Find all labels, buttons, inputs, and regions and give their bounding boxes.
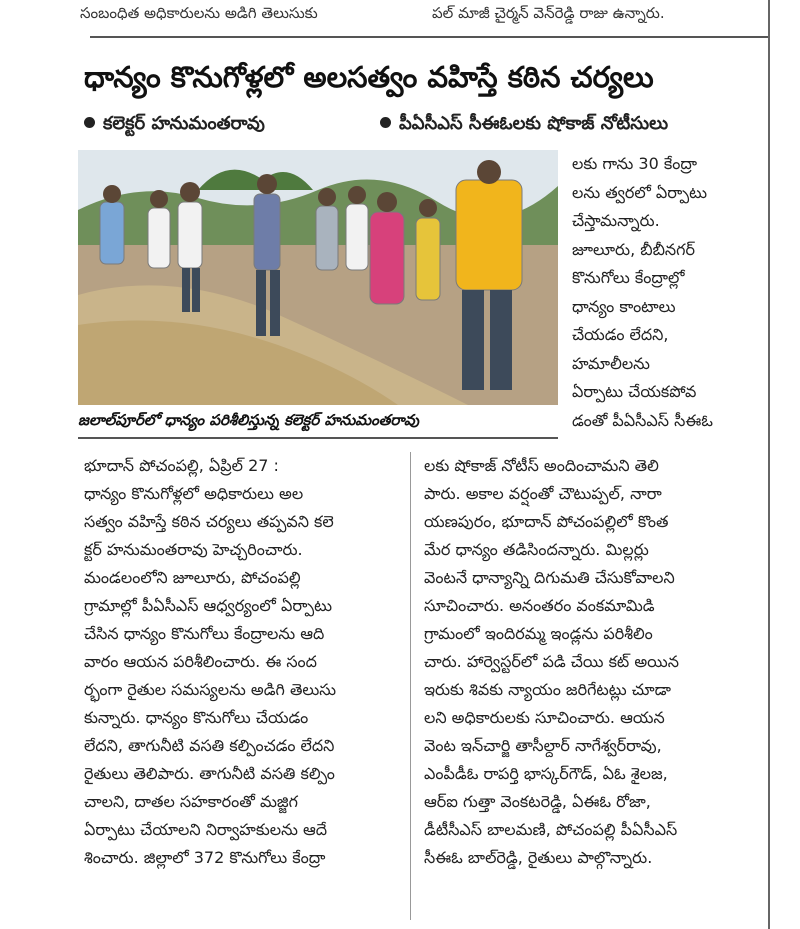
text-line: లను త్వరలో ఏర్పాటు (572, 182, 708, 202)
body-column-right (424, 452, 762, 872)
text-line: మండలంలోని జూలూరు, పోచంపల్లి (84, 568, 301, 587)
photo-caption: జలాల్‌పూర్‌లో ధాన్యం పరిశీలిస్తున్న కలెక్టర్ హనుమంతరావు (78, 411, 419, 429)
text-line: వెంట ఇన్‌చార్జి తాసీల్దార్ నాగేశ్వర్‌రావు, (424, 736, 662, 755)
text-line: లకు షోకాజ్ నోటీస్ అందించామని తెలి (424, 456, 659, 475)
text-line: చేయడం లేదని, (572, 325, 669, 344)
subheading (84, 108, 374, 140)
bullet-icon (380, 117, 391, 128)
text-line: చేసిన ధాన్యం కొనుగోలు కేంద్రాలను ఆది (84, 624, 325, 643)
previous-article-fragment-left: సంబంధిత అధికారులను అడిగి తెలుసుకు (80, 4, 318, 22)
text-line: కొనుగోలు కేంద్రాల్లో (572, 268, 685, 287)
previous-article-fragment-right: పల్ మాజీ చైర్మన్ వెన్‌రెడ్డి రాజు ఉన్నారు. (432, 4, 665, 22)
text-line: సూచించారు. అనంతరం వంకమామిడి (424, 596, 655, 615)
text-line: ఇరుకు శివకు న్యాయం జరిగేటట్లు చూడా (424, 680, 671, 699)
text-line: సీఈఓ బాల్‌రెడ్డి, రైతులు పాల్గొన్నారు. (424, 848, 653, 867)
text-line: శించారు. జిల్లాలో 372 కొనుగోలు కేంద్రా (84, 848, 326, 867)
body-column-left (84, 452, 396, 872)
text-line: ఏర్పాటు చేయకపోవ (572, 382, 697, 401)
text-line: లని అధికారులకు సూచించారు. ఆయన (424, 708, 665, 727)
text-line: జూలూరు, బీబీనగర్ (572, 239, 695, 259)
text-line: ధాన్యం కాంటాలు (572, 296, 676, 316)
bullet-icon (84, 117, 95, 128)
text-line: లకు గాను 30 కేంద్రా (572, 154, 697, 173)
text-line: డీటీసీఎస్ బాలమణి, పోచంపల్లి పీఏసీఎస్ (424, 820, 678, 839)
text-line: మేర ధాన్యం తడిసిందన్నారు. మిల్లర్లు (424, 540, 649, 559)
subheading-text: కలెక్టర్ హనుమంతరావు (103, 113, 265, 134)
text-line: సత్వం వహిస్తే కఠిన చర్యలు తప్పవని కలె (84, 512, 334, 531)
text-line: లేదని, తాగునీటి వసతి కల్పించడం లేదని (84, 736, 335, 755)
text-line: ర్భంగా రైతుల సమస్యలను అడిగి తెలుసు (84, 680, 337, 699)
text-line: హమాలీలను (572, 353, 650, 373)
text-line: రైతులు తెలిపారు. తాగునీటి వసతి కల్పిం (84, 764, 335, 783)
dateline: భూదాన్ పోచంపల్లి, ఏప్రిల్ 27 : (84, 456, 279, 475)
news-photo (78, 150, 558, 405)
text-line: యణపురం, భూదాన్ పోచంపల్లిలో కొంత (424, 512, 669, 531)
text-line: ధాన్యం కొనుగోళ్లలో అధికారులు అల (84, 484, 304, 503)
column-border (768, 0, 770, 929)
article-headline: ధాన్యం కొనుగోళ్లలో అలసత్వం వహిస్తే కఠిన చర్యలు (84, 60, 654, 94)
subheading-text: పీఏసీఎస్ సీఈఓలకు షోకాజ్ నోటీసులు (399, 113, 669, 134)
text-line: ఎంపీడీఓ రాపర్తి భాస్కర్‌గౌడ్, ఏఓ శైలజ, (424, 764, 668, 783)
text-line: డంతో పీఏసీఎస్ సీఈఓ (572, 410, 713, 430)
text-line: పారు. అకాల వర్షంతో చౌటుప్పల్, నారా (424, 484, 662, 503)
column-divider (410, 452, 411, 920)
caption-divider (78, 437, 558, 439)
side-column (572, 150, 760, 435)
text-line: ఆర్ఐ గుత్తా వెంకటరెడ్డి, ఏఈఓ రోజా, (424, 792, 651, 811)
text-line: కున్నారు. ధాన్యం కొనుగోలు చేయడం (84, 708, 309, 727)
text-line: చేస్తామన్నారు. (572, 211, 660, 230)
text-line: క్టర్ హనుమంతరావు హెచ్చరించారు. (84, 540, 303, 559)
text-line: ఏర్పాటు చేయాలని నిర్వాహకులను ఆదే (84, 820, 328, 839)
subheading (380, 108, 764, 140)
section-divider (90, 36, 770, 38)
text-line: గ్రామాల్లో పీఏసీఎస్ ఆధ్వర్యంలో ఏర్పాటు (84, 596, 333, 615)
text-line: చారు. హార్వెస్టర్‌లో పడి చేయి కట్ అయిన (424, 652, 679, 671)
text-line: వారం ఆయన పరిశీలించారు. ఈ సంద (84, 652, 317, 671)
text-line: గ్రామంలో ఇందిరమ్మ ఇండ్లను పరిశీలిం (424, 624, 653, 643)
text-line: చాలని, దాతల సహకారంతో మజ్జిగ (84, 792, 298, 811)
text-line: వెంటనే ధాన్యాన్ని దిగుమతి చేసుకోవాలని (424, 568, 675, 587)
